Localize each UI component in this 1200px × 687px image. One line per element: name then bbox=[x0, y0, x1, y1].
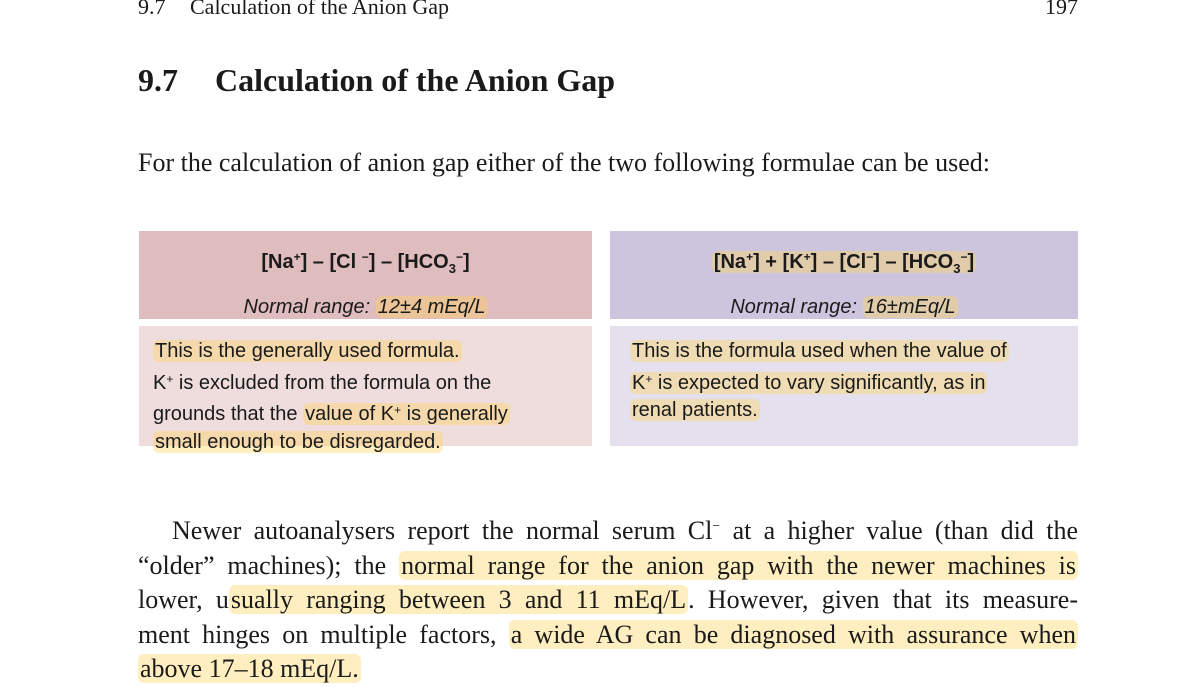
formula-text: [Na bbox=[261, 251, 294, 273]
highlighted-text bbox=[303, 403, 510, 425]
paragraph-text: at a higher value (than did the bbox=[720, 516, 1078, 545]
formula-box-standard-header bbox=[139, 231, 592, 319]
formula-text: ] bbox=[967, 251, 975, 273]
box-text: grounds that the bbox=[153, 403, 304, 425]
subscript: 3 bbox=[953, 261, 961, 276]
formula-box-standard-body bbox=[139, 326, 592, 453]
paragraph-text: “older” machines); the bbox=[138, 550, 400, 580]
section-number: 9.7 bbox=[138, 62, 178, 98]
paragraph-line bbox=[138, 618, 1078, 653]
highlighted-text: normal range for the anion gap with the newer machines is bbox=[401, 550, 1076, 580]
formula-box-standard bbox=[139, 231, 592, 453]
range-value: 12±4 mEq/L bbox=[377, 296, 486, 318]
paragraph-text: Newer autoanalysers report the normal serum Cl bbox=[172, 516, 713, 545]
paragraph-line bbox=[138, 549, 1078, 584]
formula-box-with-potassium bbox=[610, 231, 1078, 446]
page-number: 197 bbox=[1045, 0, 1078, 19]
highlighted-text: renal patients. bbox=[632, 399, 758, 421]
superscript: + bbox=[293, 250, 301, 264]
normal-range-standard bbox=[139, 296, 592, 319]
highlighted-text bbox=[630, 372, 987, 394]
section-title: Calculation of the Anion Gap bbox=[215, 62, 616, 98]
paragraph-line bbox=[138, 583, 1078, 618]
paragraph-line bbox=[138, 652, 1078, 687]
superscript: − bbox=[361, 250, 369, 264]
section-heading bbox=[138, 62, 615, 99]
formula-text: ] – [HCO bbox=[873, 251, 954, 273]
superscript: + bbox=[166, 371, 174, 386]
formula-box-with-potassium-header bbox=[610, 231, 1078, 319]
superscript: − bbox=[960, 250, 968, 264]
normal-range-with-potassium bbox=[610, 296, 1078, 319]
highlighted-text: a wide AG can be diagnosed with assurance when bbox=[510, 619, 1076, 649]
box-line bbox=[153, 366, 578, 398]
superscript: − bbox=[866, 250, 874, 264]
box-line bbox=[630, 338, 1064, 366]
box-text: K bbox=[153, 371, 167, 394]
running-head-title: Calculation of the Anion Gap bbox=[190, 0, 450, 19]
formula-text: ] bbox=[462, 251, 470, 273]
formula-standard bbox=[139, 231, 592, 283]
range-label: Normal range: bbox=[730, 296, 863, 318]
highlighted-text: This is the formula used when the value of bbox=[632, 340, 1007, 362]
box-text: is generally bbox=[401, 403, 508, 425]
formula-with-potassium bbox=[610, 231, 1078, 283]
highlighted-text: sually ranging between 3 and 11 mEq/L bbox=[230, 585, 687, 614]
box-text: value of K bbox=[305, 403, 395, 425]
highlighted-text: above 17–18 mEq/L. bbox=[140, 654, 359, 683]
running-head-section-number: 9.7 bbox=[138, 0, 166, 19]
intro-text: For the calculation of anion gap either of the two following formulae can be used: bbox=[138, 148, 990, 177]
box-line bbox=[630, 397, 1064, 425]
paragraph-text: lower, u bbox=[138, 585, 229, 614]
box-line bbox=[630, 366, 1064, 398]
box-line bbox=[153, 338, 578, 366]
running-head bbox=[138, 0, 1078, 22]
superscript: + bbox=[746, 250, 754, 264]
formula-text: [Na bbox=[713, 251, 747, 273]
range-value: 16±mEq/L bbox=[864, 296, 956, 318]
paragraph-text: . However, given that its measure- bbox=[688, 585, 1078, 614]
range-label: Normal range: bbox=[243, 296, 376, 318]
box-line bbox=[153, 429, 578, 457]
superscript: − bbox=[712, 519, 721, 534]
body-paragraph bbox=[138, 510, 1078, 687]
formula-text: ] – [HCO bbox=[368, 251, 449, 273]
superscript: + bbox=[645, 371, 653, 386]
formula-text: ] – [Cl bbox=[300, 251, 362, 273]
box-text: is excluded from the formula on the bbox=[173, 371, 492, 394]
superscript: + bbox=[803, 250, 811, 264]
formula-text: ] – [Cl bbox=[810, 251, 867, 273]
subscript: 3 bbox=[448, 261, 456, 276]
highlighted-formula bbox=[712, 250, 976, 276]
paragraph-text: ment hinges on multiple factors, bbox=[138, 619, 509, 649]
superscript: − bbox=[455, 250, 463, 264]
formula-box-with-potassium-body bbox=[610, 326, 1078, 446]
box-line bbox=[153, 397, 578, 429]
box-text: K bbox=[632, 371, 646, 394]
superscript: + bbox=[394, 403, 402, 417]
paragraph-line bbox=[138, 510, 1078, 549]
highlighted-text: small enough to be disregarded. bbox=[155, 430, 441, 453]
highlighted-text: This is the generally used formula. bbox=[155, 340, 460, 362]
formula-text: ] + [K bbox=[753, 251, 804, 273]
box-text: is expected to vary significantly, as in bbox=[652, 371, 986, 394]
